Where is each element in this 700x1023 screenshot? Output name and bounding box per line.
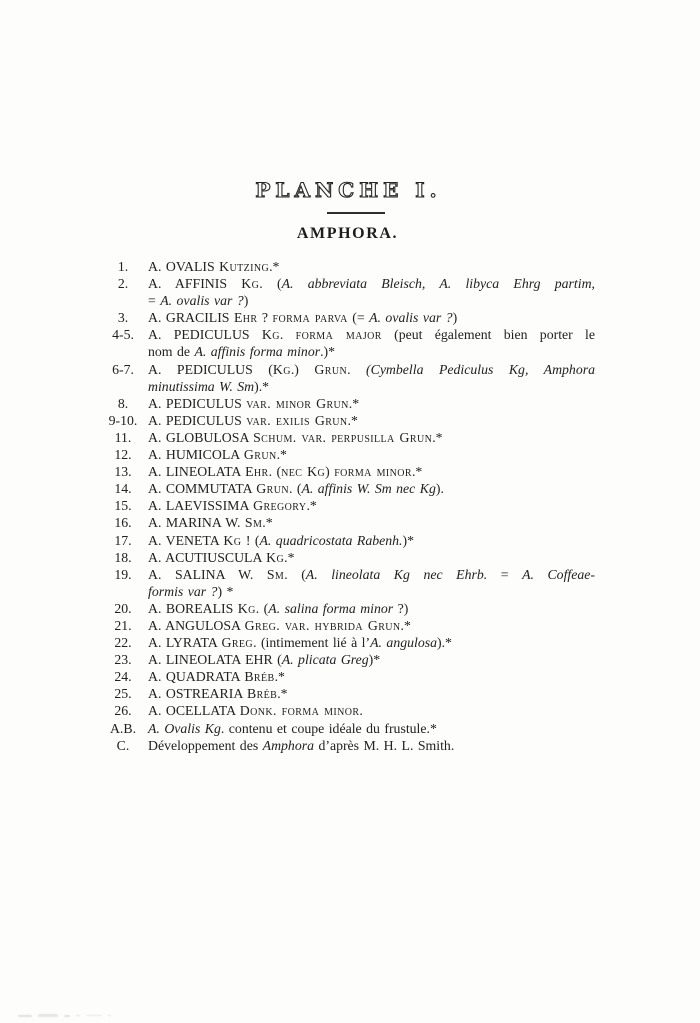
page-header (100, 180, 595, 243)
item-number: 22. (114, 635, 132, 651)
list-item (102, 634, 595, 651)
title-divider (327, 212, 385, 214)
list-item (102, 309, 595, 326)
list-item (102, 617, 595, 634)
list-item (102, 702, 595, 719)
item-number: 14. (114, 481, 132, 497)
list-item (102, 685, 595, 702)
item-number: 2. (117, 276, 129, 292)
list-item (102, 429, 595, 446)
item-text: A. LINEOLATA Ehr. (nec Kg) forma minor.* (148, 464, 423, 480)
item-number: 13. (114, 464, 132, 480)
item-number: 24. (114, 669, 132, 685)
item-text: A. OCELLATA Donk. forma minor. (148, 703, 363, 719)
item-number: 17. (114, 532, 132, 548)
item-number: 11. (114, 429, 132, 445)
list-item (102, 395, 595, 412)
item-text: A. BOREALIS Kg. (A. salina forma minor ?) (148, 600, 409, 616)
list-item (102, 258, 595, 275)
item-number: C. (116, 737, 130, 753)
item-number: 21. (114, 617, 132, 633)
item-number: 23. (114, 652, 132, 668)
item-number: 6-7. (112, 361, 134, 377)
list-item (102, 326, 595, 360)
genus-heading: AMPHORA. (296, 225, 399, 242)
item-text: A. MARINA W. Sm.* (148, 515, 273, 531)
list-item (102, 463, 595, 480)
item-number: 4-5. (112, 327, 134, 343)
list-item (102, 600, 595, 617)
item-text: A. HUMICOLA Grun.* (148, 447, 287, 463)
item-number: 1. (117, 259, 129, 274)
item-number: 20. (114, 600, 132, 616)
item-text: A. PEDICULUS Kg. forma major (peut également bien porter le nom de A. affinis forma minor.)* (148, 327, 596, 360)
item-text: A. VENETA Kg ! (A. quadricostata Rabenh.)* (148, 532, 414, 548)
item-text: A. LINEOLATA EHR (A. plicata Greg)* (148, 652, 381, 668)
list-item (102, 720, 595, 737)
list-item (102, 361, 595, 395)
item-number: 25. (114, 686, 132, 702)
list-item (102, 668, 595, 685)
item-number: 18. (114, 549, 132, 565)
item-text: A. GLOBULOSA Schum. var. perpusilla Grun.* (148, 429, 443, 445)
bottom-smudge (18, 1013, 148, 1018)
list-item (102, 480, 595, 497)
plate-list (102, 258, 595, 754)
item-text: A. ACUTIUSCULA Kg.* (148, 549, 295, 565)
item-number: 15. (114, 498, 132, 514)
item-text: A. OSTREARIA Bréb.* (148, 686, 288, 702)
item-text: A. OVALIS Kutzing.* (148, 259, 280, 274)
item-text: A. AFFINIS Kg. (A. abbreviata Bleisch, A. libyca Ehrg partim, = A. ovalis var ?) (148, 276, 596, 309)
list-item (102, 651, 595, 668)
list-item (102, 497, 595, 514)
list-item (102, 446, 595, 463)
item-number: 3. (117, 310, 129, 326)
list-item (102, 514, 595, 531)
item-text: A. ANGULOSA Greg. var. hybrida Grun.* (148, 617, 411, 633)
list-item (102, 275, 595, 309)
item-text: A. SALINA W. Sm. (A. lineolata Kg nec Ehrb. = A. Coffeae- formis var ?) * (148, 566, 595, 599)
item-text: A. QUADRATA Bréb.* (148, 669, 285, 685)
item-text: A. COMMUTATA Grun. (A. affinis W. Sm nec Kg). (148, 481, 444, 497)
item-number: 12. (114, 447, 132, 463)
item-text: A. PEDICULUS (Kg.) Grun. (Cymbella Pediculus Kg, Amphora minutissima W. Sm).* (148, 361, 595, 394)
item-number: 26. (114, 703, 132, 719)
item-number: A.B. (109, 720, 137, 736)
list-item (102, 549, 595, 566)
item-number: 8. (117, 395, 129, 411)
plate-title: PLANCHE I. (255, 178, 442, 202)
item-text: A. PEDICULUS var. minor Grun.* (148, 395, 360, 411)
item-text: A. PEDICULUS var. exilis Grun.* (148, 412, 358, 428)
list-item (102, 532, 595, 549)
item-text: A. GRACILIS Ehr ? forma parva (= A. ovalis var ?) (148, 310, 458, 326)
item-number: 16. (114, 515, 132, 531)
item-text: A. LAEVISSIMA Gregory.* (148, 498, 317, 514)
item-text: A. LYRATA Greg. (intimement lié à l’A. angulosa).* (148, 635, 452, 651)
item-number: 9-10. (108, 412, 138, 428)
item-number: 19. (114, 566, 132, 582)
item-text: A. Ovalis Kg. contenu et coupe idéale du frustule.* (148, 720, 437, 736)
list-item (102, 566, 595, 600)
item-text: Développement des Amphora d’après M. H. L. Smith. (148, 737, 455, 753)
list-item (102, 737, 595, 754)
list-item (102, 412, 595, 429)
